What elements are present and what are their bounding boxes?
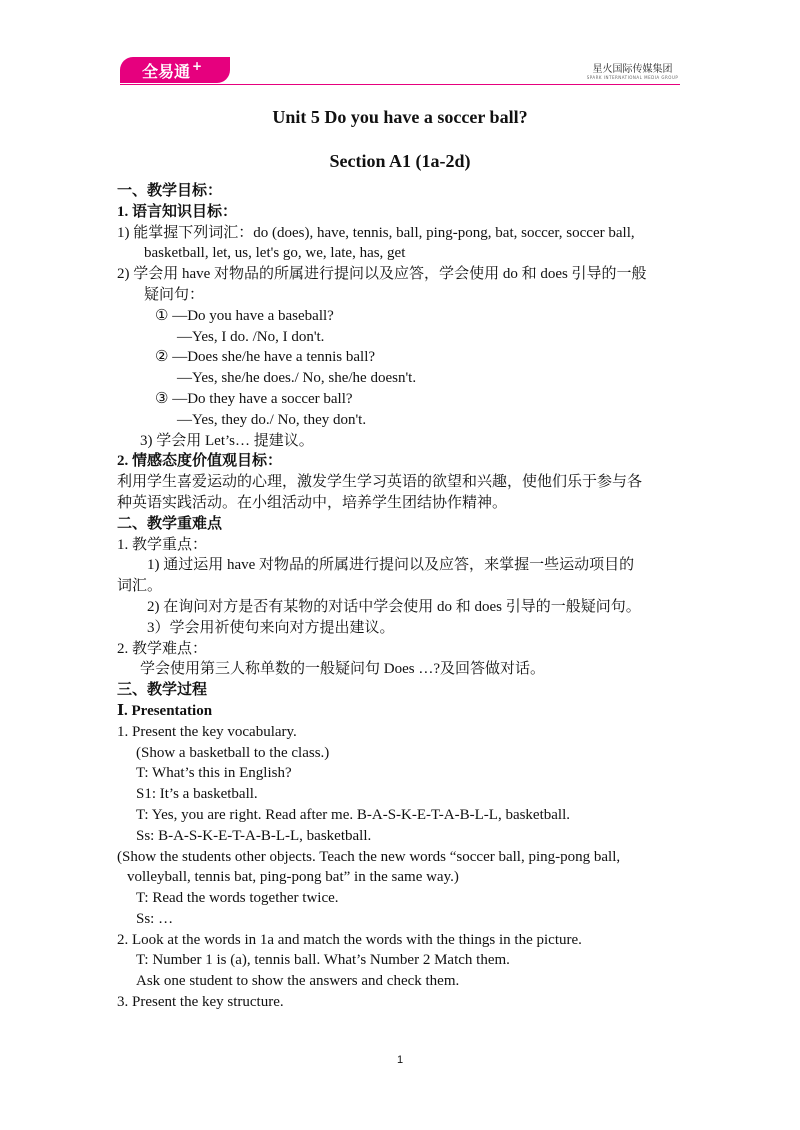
brand-logo	[120, 57, 230, 83]
text-line: Ss: B-A-S-K-E-T-A-B-L-L, basketball.	[136, 827, 372, 844]
text-line: volleyball, tennis bat, ping-pong bat” in the same way.)	[127, 869, 459, 886]
text-line: 1) 能掌握下列词汇：do (does), have, tennis, ball, ping-pong, bat, soccer, soccer ball,	[117, 224, 635, 241]
text-line: 1) 通过运用 have 对物品的所属进行提问以及应答，来掌握一些运动项目的	[147, 557, 635, 574]
publisher-name: 星火国际传媒集团	[592, 64, 673, 75]
text-line: T: Read the words together twice.	[136, 890, 339, 907]
text-line: 种英语实践活动。在小组活动中，培养学生团结协作精神。	[117, 494, 508, 511]
example-dialogue: ③ —Do they have a soccer ball?	[155, 390, 353, 407]
example-dialogue: ② —Does she/he have a tennis ball?	[155, 349, 376, 366]
example-dialogue: —Yes, they do./ No, they don't.	[177, 411, 367, 428]
text-line: 1. Present the key vocabulary.	[117, 723, 297, 740]
subheading-presentation: Ⅰ. Presentation	[117, 702, 213, 719]
text-line: 2. Look at the words in 1a and match the words with the things in the picture.	[117, 931, 582, 948]
text-line: Ss: …	[136, 910, 174, 927]
text-line: 疑问句：	[144, 286, 205, 303]
text-line: 2) 在询问对方是否有某物的对话中学会使用 do 和 does 引导的一般疑问句。	[147, 598, 641, 615]
lesson-body	[117, 181, 685, 1013]
logo-plus: +	[192, 59, 203, 73]
text-line: 1. 教学重点：	[117, 536, 208, 553]
subheading-language-goals: 1. 语言知识目标：	[117, 203, 238, 220]
section-title: Section A1 (1a-2d)	[329, 151, 471, 171]
text-line: (Show the students other objects. Teach the new words “soccer ball, ping-pong ball,	[117, 848, 621, 865]
heading-key-points: 二、教学重难点	[117, 515, 223, 532]
example-dialogue: —Yes, she/he does./ No, she/he doesn't.	[177, 370, 417, 387]
example-dialogue: —Yes, I do. /No, I don't.	[177, 328, 325, 345]
text-line: 3）学会用祈使句来向对方提出建议。	[147, 619, 395, 636]
publisher-block	[580, 60, 685, 80]
text-line: 3) 学会用 Let’s… 提建议。	[140, 432, 314, 449]
text-line: 学会使用第三人称单数的一般疑问句 Does …?及回答做对话。	[140, 661, 545, 678]
text-line: (Show a basketball to the class.)	[136, 744, 330, 761]
unit-title: Unit 5 Do you have a soccer ball?	[272, 107, 528, 127]
text-line: T: Number 1 is (a), tennis ball. What’s Number 2 Match them.	[136, 952, 510, 969]
page-header	[0, 0, 800, 90]
text-line: T: Yes, you are right. Read after me. B-A-S-K-E-T-A-B-L-L, basketball.	[136, 806, 571, 823]
text-line: 3. Present the key structure.	[117, 994, 284, 1011]
text-line: basketball, let, us, let's go, we, late, has, get	[144, 245, 406, 262]
text-line: S1: It’s a basketball.	[136, 786, 258, 803]
text-line: 2. 教学难点：	[117, 640, 208, 657]
text-line: 2) 学会用 have 对物品的所属进行提问以及应答，学会使用 do 和 does 引导的一般	[117, 266, 647, 283]
subheading-attitude-goals: 2. 情感态度价值观目标：	[117, 453, 283, 470]
heading-procedure: 三、教学过程	[117, 682, 208, 699]
heading-objectives: 一、教学目标：	[117, 183, 223, 199]
page-number: 1	[396, 1054, 404, 1066]
example-dialogue: ① —Do you have a baseball?	[155, 307, 334, 324]
text-line: 利用学生喜爱运动的心理，激发学生学习英语的欲望和兴趣，使他们乐于参与各	[117, 474, 643, 491]
header-divider	[120, 84, 680, 85]
text-line: Ask one student to show the answers and check them.	[136, 973, 460, 990]
text-line: 词汇。	[117, 578, 163, 595]
publisher-subtitle: SPARK INTERNATIONAL MEDIA GROUP	[586, 75, 679, 80]
text-line: T: What’s this in English?	[136, 765, 292, 782]
logo-text: 全易通	[142, 61, 191, 81]
